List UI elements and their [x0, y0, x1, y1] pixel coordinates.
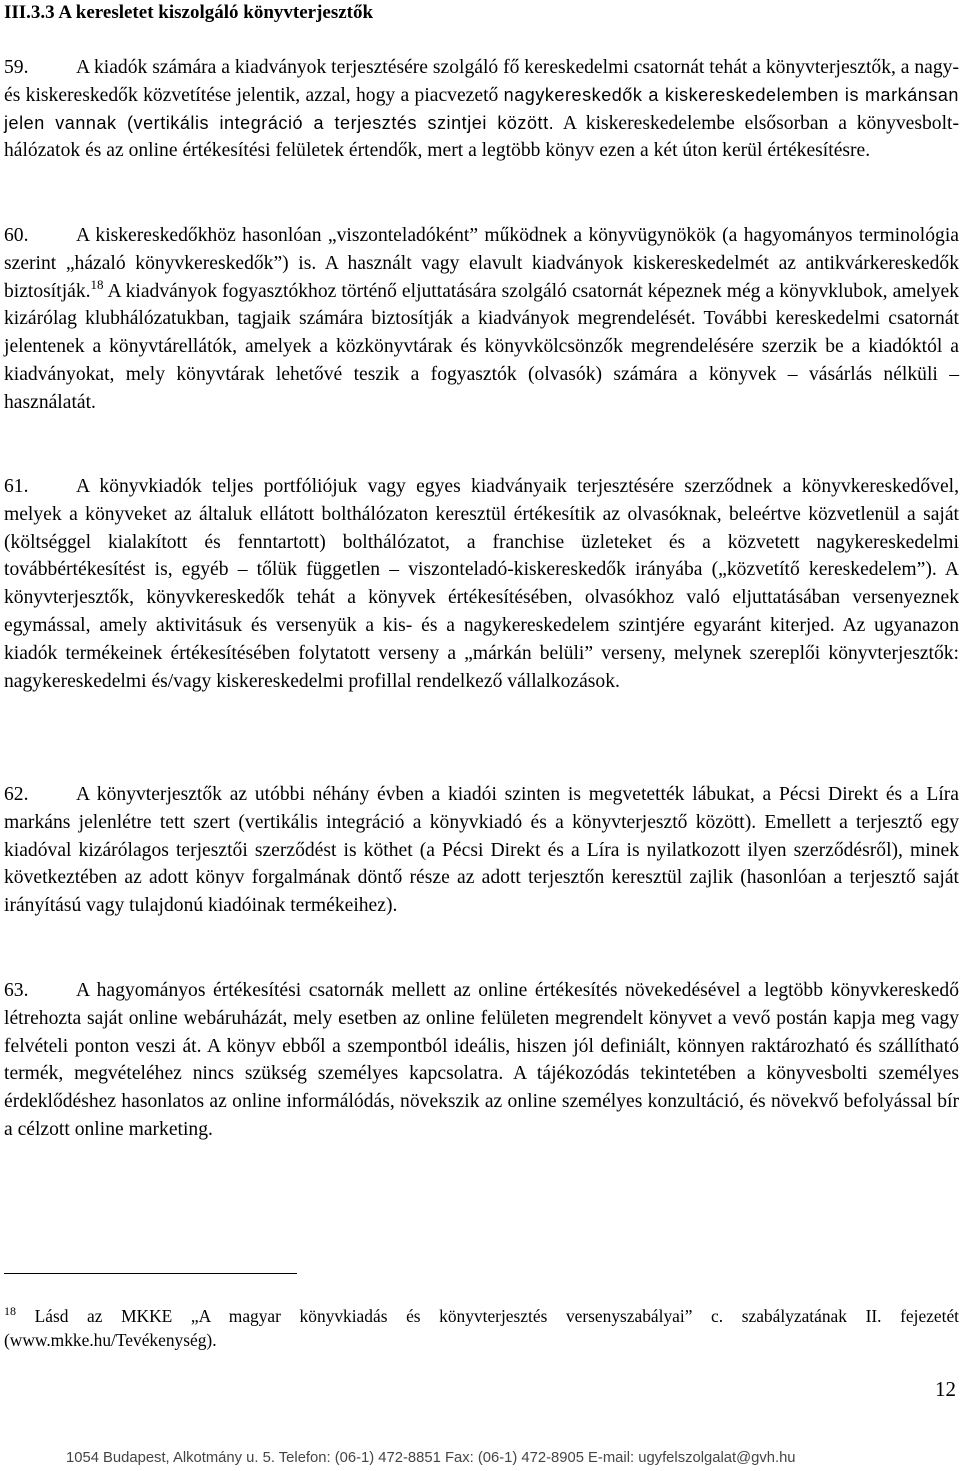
paragraph-number: 61. [4, 476, 29, 497]
paragraph-text: A kiskereskedelembe elsősorban a könyvesbolt-hálózatok és az online értékesítési felületek értendők, mert a legtöbb könyv ezen a két úton kerül értékesítésre. [4, 112, 960, 162]
paragraph-text: A kiadók számára a kiadványok terjesztésére szolgáló fő kereskedelmi csatornát tehát a könyvterjesztők, a nagy- és kiskereskedők közvetítése jelentik, azzal, hogy a piacvezető [4, 57, 960, 106]
paragraph-text: A könyvkiadók teljes portfóliójuk vagy egyes kiadványaik terjesztésére szerződnek a könyvkereskedővel, melyek a könyveket az általuk ellátott bolthálózaton keresztül értékesítik az olvasóknak, beleértve közvetlenül a saját (költséggel kialakított és fenntartott) bolthálózatot, a franchise üzleteket és a közvetett nagykereskedelmi továbbértékesítést is, egyéb – tőlük független – viszonteladó-kiskereskedők irányába („közvetítő kereskedelem”). A könyvterjesztők, könyvkereskedők tehát a könyvek értékesítésében, olvasókhoz való eljuttatásában versenyeznek egymással, amely aktivitásuk és versenyük a kis- és a nagykereskedelem szintjére egyaránt kiterjed. Az ugyanazon kiadók termékeinek értékesítésében folytatott verseny a „márkán belüli” verseny, melynek szereplői könyvterjesztők: nagykereskedelmi és/vagy kiskereskedelmi profillal rendelkező vállalkozások. [4, 476, 959, 692]
paragraph-text: A kiadványok fogyasztókhoz történő eljuttatására szolgáló csatornát képeznek még a könyvklubok, amelyek kizárólag klubhálózatukban, tagjaik számára biztosítják a kiadványok megrendelését. További kereskedelmi csatornát jelentenek a könyvtárellátók, amelyek a közkönyvtárak és könyvkölcsönzők megrendelésére szerzik be a kiadóktól a kiadványokat, mely könyvtárak lehetővé teszik a fogyasztók (olvasók) számára a könyvek – vásárlás nélküli – használatát. [4, 280, 959, 413]
footnote-text: Lásd az MKKE „A magyar könyvkiadás és könyvterjesztés versenyszabályai” c. szabályzatának II. fejezetét (www.mkke.hu/Tevékenység). [4, 1306, 959, 1350]
paragraph-text-sans: nagykereskedők a kiskereskedelemben is markánsan jelen vannak (vertikális integráció a terjesztés szintjei között. [4, 84, 959, 133]
footnote [4, 1304, 959, 1352]
paragraph-63 [4, 977, 959, 1144]
paragraph-text: A kiskereskedőkhöz hasonlóan „viszonteladóként” működnek a könyvügynökök (a hagyományos terminológia szerint „házaló könyvkereskedők”) is. A használt vagy elavult kiadványok kiskereskedelmét az antikvárkereskedők biztosítják. [4, 225, 959, 302]
footnote-separator [4, 1273, 297, 1274]
paragraph-number: 59. [4, 57, 29, 78]
footnote-number: 18 [4, 1304, 16, 1318]
paragraph-text: A hagyományos értékesítési csatornák mellett az online értékesítés növekedésével a legtöbb könyvkereskedő létrehozta saját online webáruházát, mely esetben az online felületen megrendelt könyvet a vevő postán kapja meg vagy felvételi ponton veszi át. A könyv ebből a szempontból ideális, hiszen jól definiált, könnyen raktározható és szállítható termék, megvételéhez nincs szükség személyes kapcsolatra. A tájékozódás tekintetében a könyvesbolti személyes érdeklődéshez hasonlatos az online informálódás, növekszik az online személyes konzultáció, és növekvő befolyással bír a célzott online marketing. [4, 980, 959, 1140]
paragraph-number: 62. [4, 784, 29, 805]
paragraph-60 [4, 222, 959, 417]
page-number: 12 [935, 1377, 956, 1401]
section-heading: III.3.3 A keresletet kiszolgáló könyvterjesztők [4, 2, 374, 23]
paragraph-number: 63. [4, 980, 29, 1001]
paragraph-61 [4, 473, 959, 695]
paragraph-62 [4, 781, 959, 920]
paragraph-59 [4, 54, 959, 165]
paragraph-text: A könyvterjesztők az utóbbi néhány évben a kiadói szinten is megvetették lábukat, a Pécsi Direkt és a Líra markáns jelenlétre tett szert (vertikális integráció a könyvkiadó és a könyvterjesztő között). Emellett a terjesztő egy kiadóval kizárólagos terjesztői szerződést is köthet (a Pécsi Direkt és a Líra is nyilatkozott ilyen szerződésről), minek következtében az adott könyv forgalmának döntő része az adott terjesztőn keresztül zajlik (hasonlóan a terjesztő saját irányítású vagy tulajdonú kiadóinak termékeihez). [4, 784, 959, 917]
footnote-reference[interactable]: 18 [90, 276, 104, 292]
paragraph-number: 60. [4, 225, 29, 246]
page-footer-contact: 1054 Budapest, Alkotmány u. 5. Telefon: (06-1) 472-8851 Fax: (06-1) 472-8905 E-mail: ugyfelszolgalat@gvh.hu [66, 1450, 796, 1466]
